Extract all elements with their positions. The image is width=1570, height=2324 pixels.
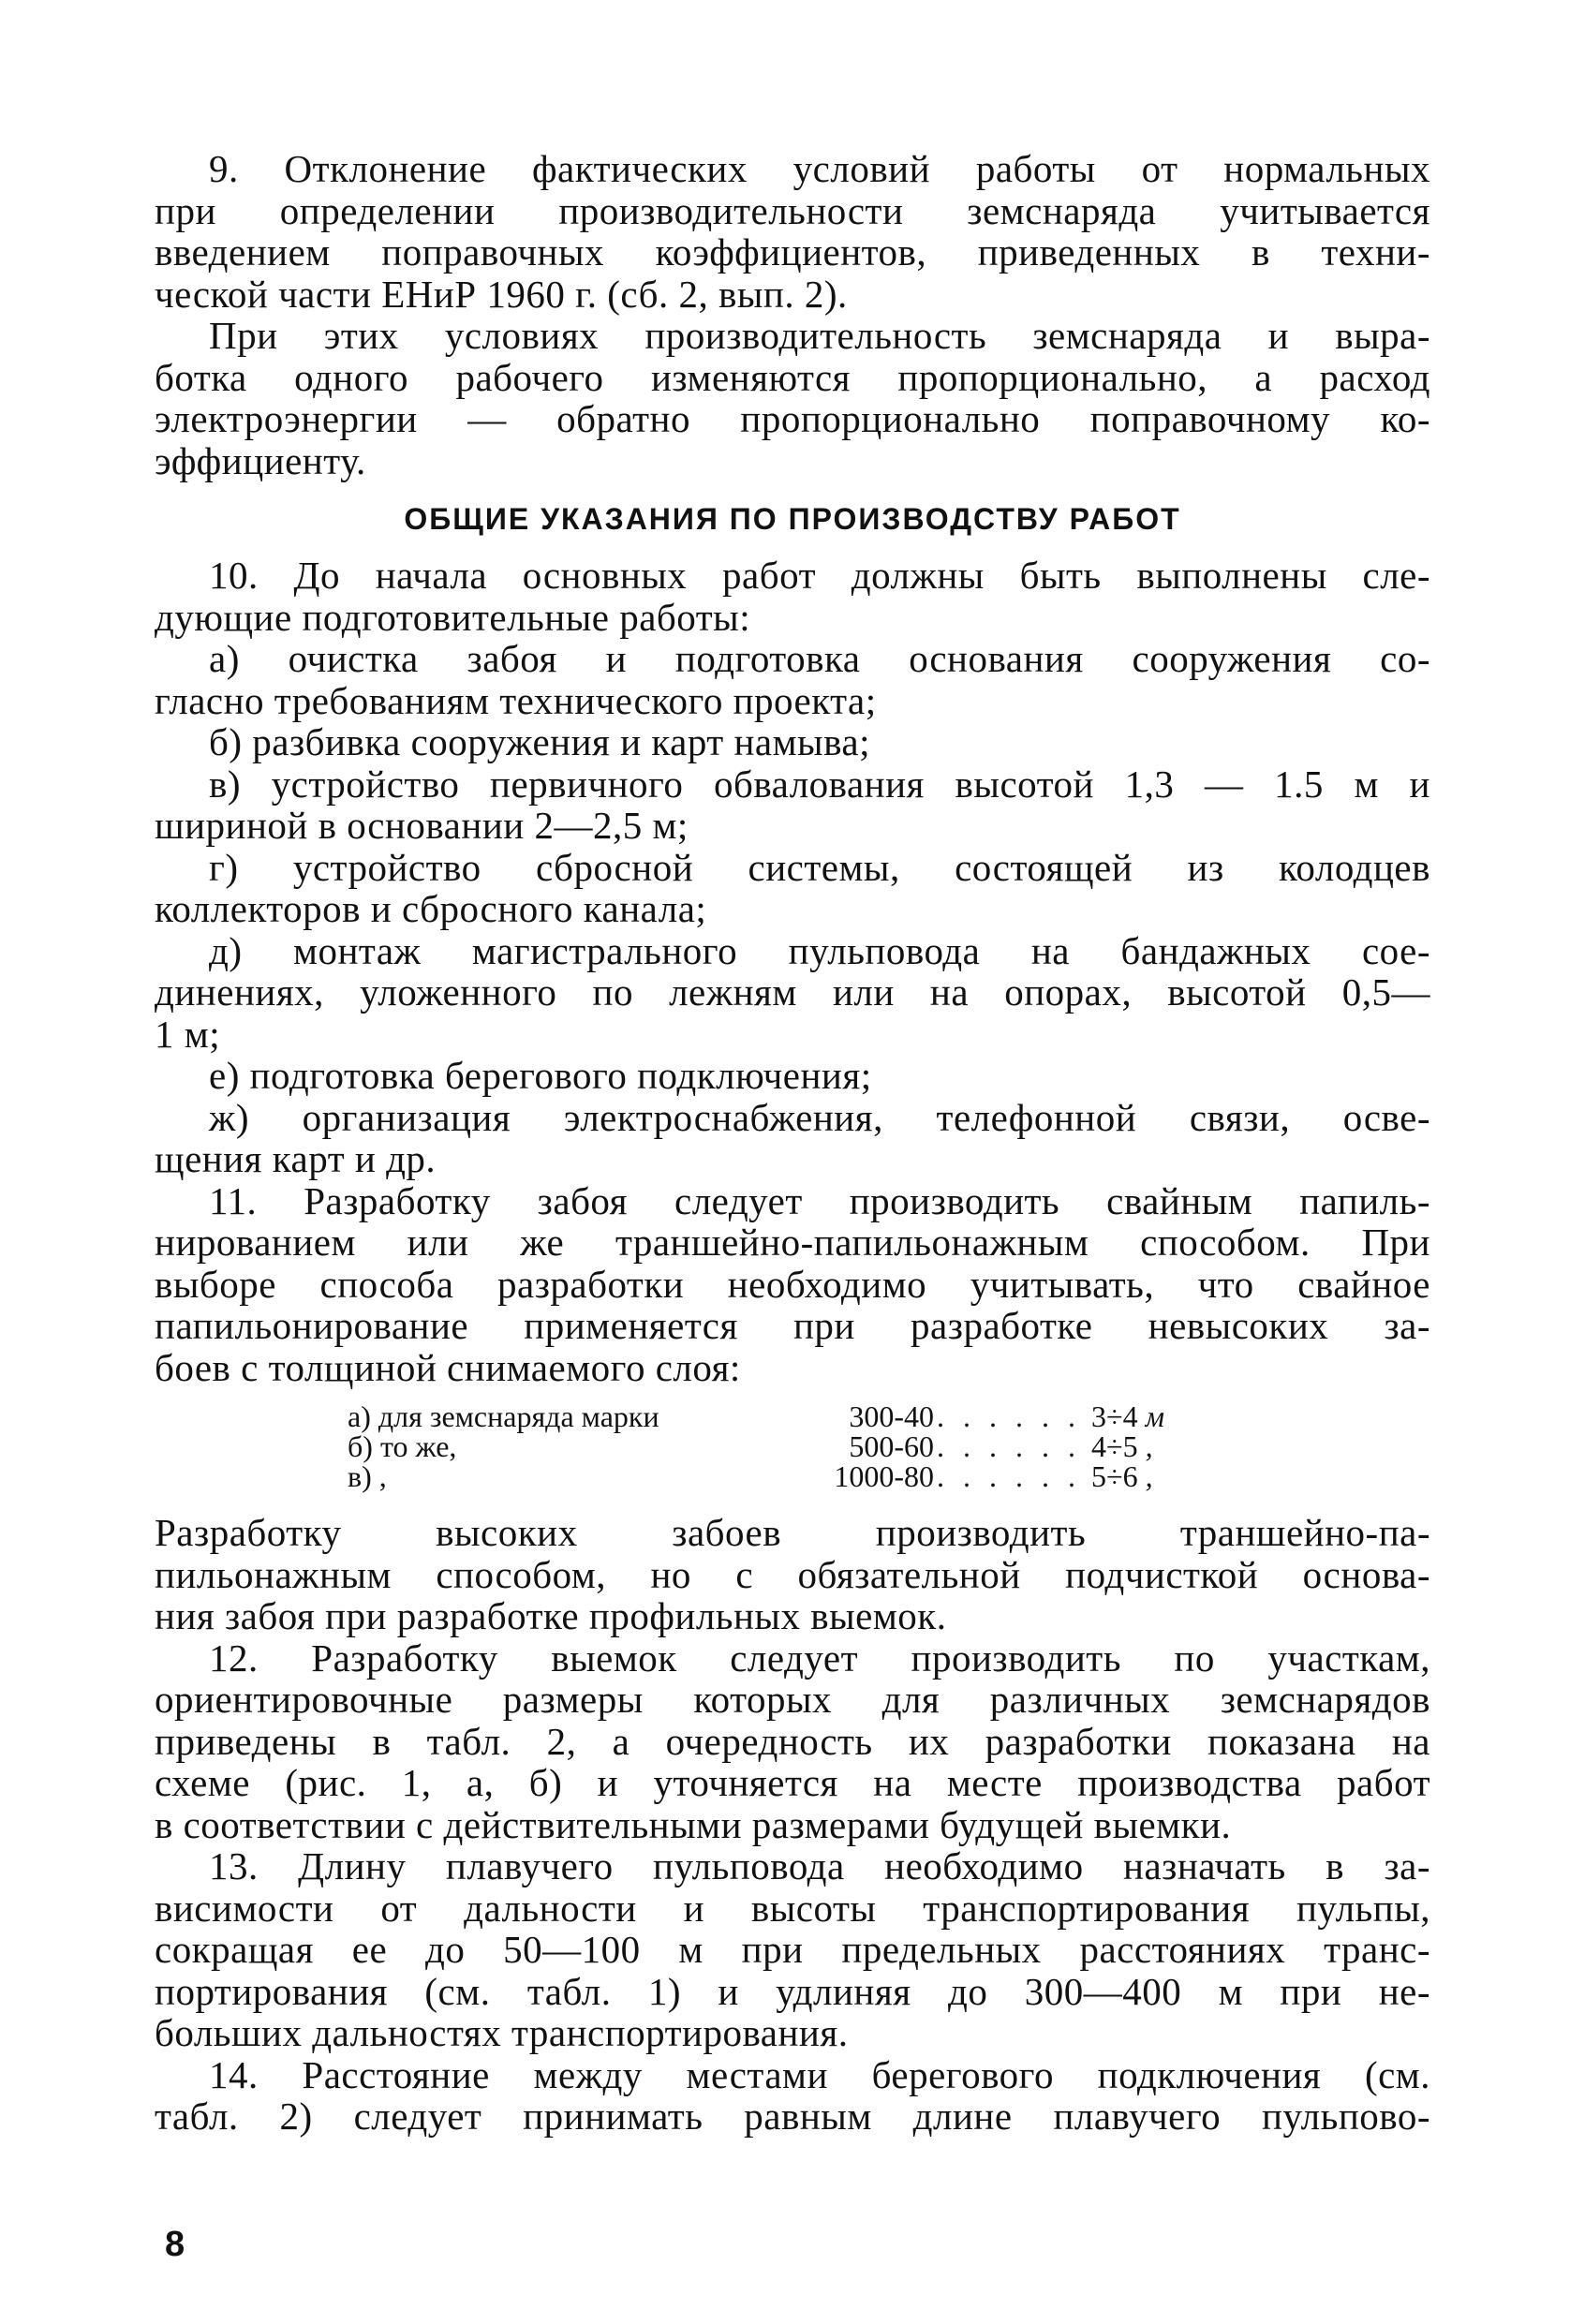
paragraph — [155, 148, 1430, 315]
text-line: д) монтаж магистрального пульповода на бандажных сое- — [209, 928, 1430, 972]
text-line: 14. Расстояние между местами берегового подключения (см. — [209, 2052, 1430, 2096]
text-line: гласно требованиям технического проекта; — [155, 678, 877, 722]
paragraph — [155, 1055, 1430, 1097]
page-number: 8 — [165, 2225, 185, 2264]
text-line: электроэнергии — обратно пропорционально поправочному ко- — [155, 397, 1430, 440]
page-body — [155, 148, 1430, 2138]
table-cell-label: а) для земснаряда марки — [348, 1399, 659, 1433]
text-line: 1 м; — [155, 1012, 221, 1056]
text-line: пильонажным способом, но с обязательной подчисткой основа- — [155, 1552, 1430, 1596]
table-cell-value-text: 5÷6 — [1091, 1459, 1138, 1493]
text-line: приведены в табл. 2, а очередность их разработки показана на — [155, 1719, 1430, 1763]
paragraph — [155, 2054, 1430, 2138]
table-cell-dots: . . . . . . — [937, 1429, 1081, 1463]
paragraph — [155, 930, 1430, 1056]
text-line: больших дальностях транспортирования. — [155, 2011, 849, 2054]
text-line: ориентировочные размеры которых для различных земснарядов — [155, 1678, 1430, 1721]
text-line: в) устройство первичного обвалования высотой 1,3 — 1.5 м и — [209, 762, 1430, 806]
paragraph — [155, 763, 1430, 847]
text-line: коллекторов и сбросного канала; — [155, 887, 707, 930]
table-cell-value-text: 4÷5 — [1091, 1429, 1138, 1463]
text-line: 11. Разработку забоя следует производить свайным папиль- — [209, 1178, 1430, 1222]
paragraph — [155, 847, 1430, 930]
text-line: папильонирование применяется при разработке невысоких за- — [155, 1304, 1430, 1347]
text-line: в соответствии с действительными размерами будущей выемки. — [155, 1802, 1232, 1846]
text-line: введением поправочных коэффициентов, приведенных в техни- — [155, 230, 1430, 274]
table-cell-value — [1091, 1431, 1153, 1461]
text-line: при определении производительности земснаряда учитывается — [155, 188, 1430, 232]
text-line: 10. До начала основных работ должны быть выполнены сле- — [209, 554, 1430, 597]
table-cell-label: в) , — [348, 1459, 387, 1493]
text-line: Разработку высоких забоев производить траншейно-па- — [155, 1511, 1430, 1554]
table-cell-model: 300-40 — [849, 1399, 934, 1433]
table-cell-dots: . . . . . . — [937, 1399, 1081, 1433]
paragraph — [155, 1097, 1430, 1180]
table-cell-model: 500-60 — [849, 1429, 934, 1463]
section-mid — [155, 555, 1430, 1388]
section-bottom — [155, 1512, 1430, 2138]
paragraph — [155, 1180, 1430, 1389]
text-line: схеме (рис. 1, а, б) и уточняется на месте производства работ — [155, 1761, 1430, 1804]
text-line: а) очистка забоя и подготовка основания сооружения со- — [209, 637, 1430, 680]
table-row — [155, 1431, 1430, 1461]
text-line: шириной в основании 2—2,5 м; — [155, 804, 689, 847]
text-line: висимости от дальности и высоты транспортирования пульпы, — [155, 1886, 1430, 1930]
text-line: е) подготовка берегового подключения; — [209, 1054, 872, 1097]
thickness-table — [155, 1401, 1430, 1491]
section-heading: ОБЩИЕ УКАЗАНИЯ ПО ПРОИЗВОДСТВУ РАБОТ — [404, 502, 1181, 536]
paragraph — [155, 315, 1430, 481]
table-row — [155, 1401, 1430, 1431]
text-line: ния забоя при разработке профильных выемок. — [155, 1594, 947, 1637]
text-line: дующие подготовительные работы: — [155, 595, 751, 639]
paragraph — [155, 555, 1430, 638]
text-line: 12. Разработку выемок следует производить по участкам, — [209, 1636, 1430, 1680]
text-line: боев с толщиной снимаемого слоя: — [155, 1345, 741, 1389]
table-cell-value-text: 3÷4 — [1091, 1399, 1138, 1433]
table-cell-unit: м — [1145, 1399, 1164, 1433]
text-line: динениях, уложенного по лежням или на опорах, высотой 0,5— — [155, 970, 1430, 1014]
text-line: эффициенту. — [155, 438, 366, 482]
text-line: ческой части ЕНиР 1960 г. (сб. 2, вып. 2). — [155, 272, 848, 316]
paragraph — [155, 638, 1430, 721]
text-line: г) устройство сбросной системы, состоящей из колодцев — [209, 845, 1430, 889]
table-cell-unit: , — [1145, 1459, 1153, 1493]
paragraph — [155, 1637, 1430, 1846]
paragraph — [155, 1512, 1430, 1637]
table-cell-unit: , — [1145, 1429, 1153, 1463]
text-line: 9. Отклонение фактических условий работы от нормальных — [209, 147, 1430, 190]
text-line: сокращая ее до 50—100 м при предельных расстояниях транс- — [155, 1928, 1430, 1971]
text-line: ж) организация электроснабжения, телефонной связи, осве- — [209, 1095, 1430, 1139]
text-line: ботка одного рабочего изменяются пропорционально, а расход — [155, 355, 1430, 399]
text-line: б) разбивка сооружения и карт намыва; — [209, 720, 871, 763]
text-line: нированием или же траншейно-папильонажным способом. При — [155, 1221, 1430, 1264]
text-line: портирования (см. табл. 1) и удлиняя до 300—400 м при не- — [155, 1969, 1430, 2013]
table-row — [155, 1461, 1430, 1491]
paragraph — [155, 1845, 1430, 2054]
section-top — [155, 148, 1430, 481]
text-line: 13. Длину плавучего пульповода необходимо назначать в за- — [209, 1844, 1430, 1887]
table-cell-model: 1000-80 — [834, 1459, 934, 1493]
table-cell-label: б) то же, — [348, 1429, 457, 1463]
paragraph — [155, 721, 1430, 763]
text-line: щения карт и др. — [155, 1137, 437, 1180]
table-cell-dots: . . . . . . — [937, 1459, 1081, 1493]
text-line: выборе способа разработки необходимо учитывать, что свайное — [155, 1262, 1430, 1306]
table-cell-value — [1091, 1461, 1153, 1491]
table-cell-value — [1091, 1401, 1164, 1431]
text-line: табл. 2) следует принимать равным длине плавучего пульпово- — [155, 2095, 1430, 2138]
text-line: При этих условиях производительность земснаряда и выра- — [209, 314, 1430, 357]
